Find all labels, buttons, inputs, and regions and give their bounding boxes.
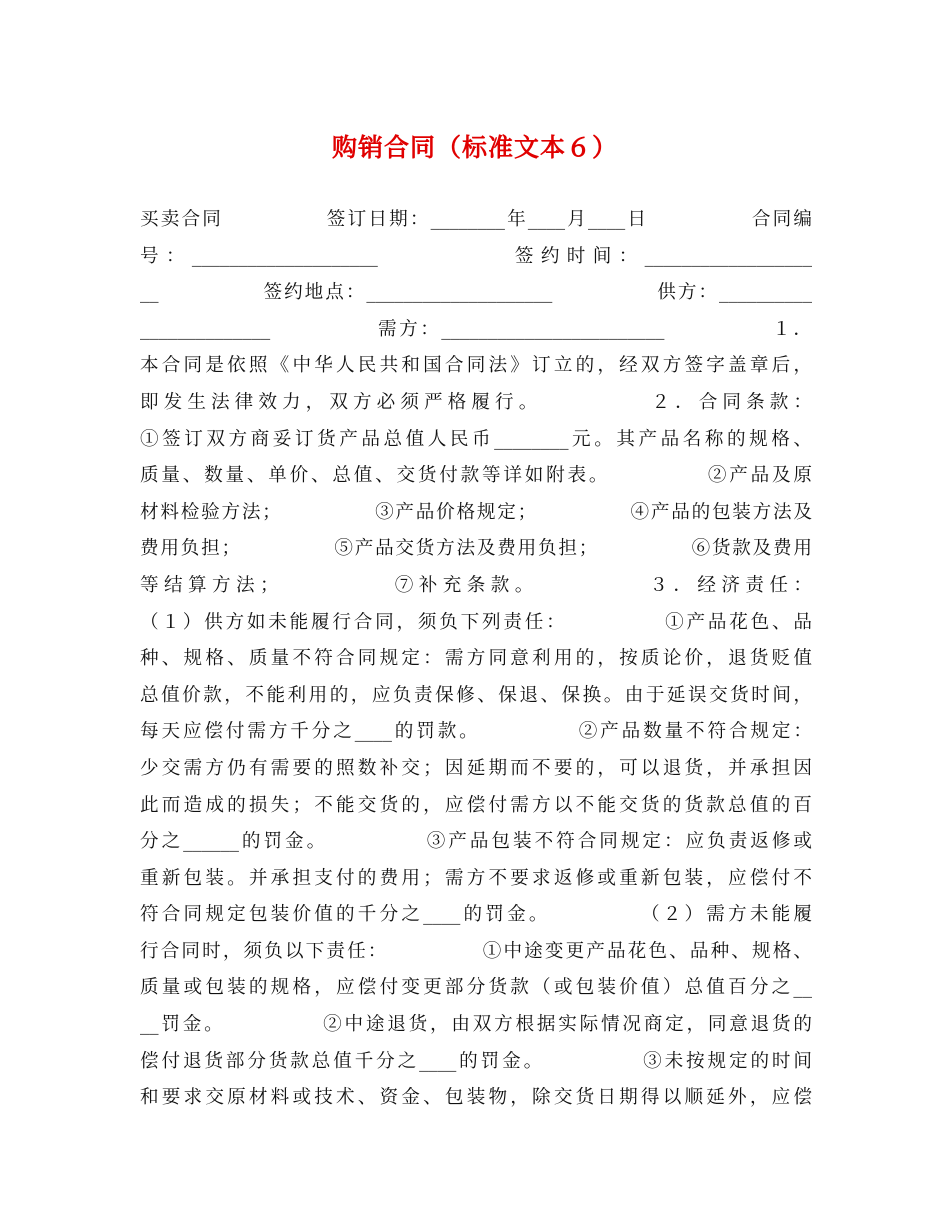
body-line: 本合同是依照《中华人民共和国合同法》订立的，经双方签字盖章后，: [140, 355, 812, 377]
body-line: 总值价款，不能利用的，应负责保修、保退、保换。由于延误交货时间，: [140, 684, 812, 706]
body-line: 分之______的罚金。 ③产品包装不符合同规定：应负责返修或: [140, 831, 812, 853]
body-line: 买卖合同 签订日期：________年____月____日 合同编: [140, 209, 812, 230]
body-line: __ 签约地点：____________________ 供方：__________: [140, 282, 812, 304]
body-line: 重新包装。并承担支付的费用；需方不要求返修或重新包装，应偿付不: [140, 867, 812, 889]
body-line: 费用负担； ⑤产品交货方法及费用负担； ⑥货款及费用: [140, 538, 812, 560]
body-line: 行合同时，须负以下责任： ①中途变更产品花色、品种、规格、: [140, 940, 812, 962]
body-line: 号：____________________ 签约时间：__________________: [140, 245, 812, 267]
body-line: 质量或包装的规格，应偿付变更部分货款（或包装价值）总值百分之__: [140, 977, 812, 999]
body-line: （１）供方如未能履行合同，须负下列责任： ①产品花色、品: [140, 611, 812, 633]
document-body: [140, 202, 812, 1117]
body-line: 材料检验方法； ③产品价格规定； ④产品的包装方法及: [140, 501, 812, 523]
body-line: __罚金。 ②中途退货，由双方根据实际情况商定，同意退货的: [140, 1014, 812, 1036]
body-line: 符合同规定包装价值的千分之____的罚金。 （２）需方未能履: [140, 904, 812, 926]
body-line: 每天应偿付需方千分之____的罚款。 ②产品数量不符合规定：: [140, 721, 812, 743]
body-line: 此而造成的损失；不能交货的，应偿付需方以不能交货的货款总值的百: [140, 794, 812, 816]
body-line: 质量、数量、单价、总值、交货付款等详如附表。 ②产品及原: [140, 465, 812, 487]
document-title: 购销合同（标准文本６）: [331, 133, 618, 162]
body-line: ①签订双方商妥订货产品总值人民币________元。其产品名称的规格、: [140, 428, 812, 450]
body-line: 和要求交原材料或技术、资金、包装物，除交货日期得以顺延外，应偿: [140, 1087, 812, 1109]
body-line: 偿付退货部分货款总值千分之____的罚金。 ③未按规定的时间: [140, 1050, 812, 1072]
body-line: ______________ 需方：________________________ １．: [140, 318, 812, 340]
body-line: 等结算方法； ⑦补充条款。 ３．经济责任：: [140, 574, 812, 596]
body-line: 少交需方仍有需要的照数补交；因延期而不要的，可以退货，并承担因: [140, 757, 812, 779]
body-line: 即发生法律效力，双方必须严格履行。 ２．合同条款：: [140, 391, 812, 413]
body-line: 种、规格、质量不符合同规定：需方同意利用的，按质论价，退货贬值: [140, 648, 812, 670]
